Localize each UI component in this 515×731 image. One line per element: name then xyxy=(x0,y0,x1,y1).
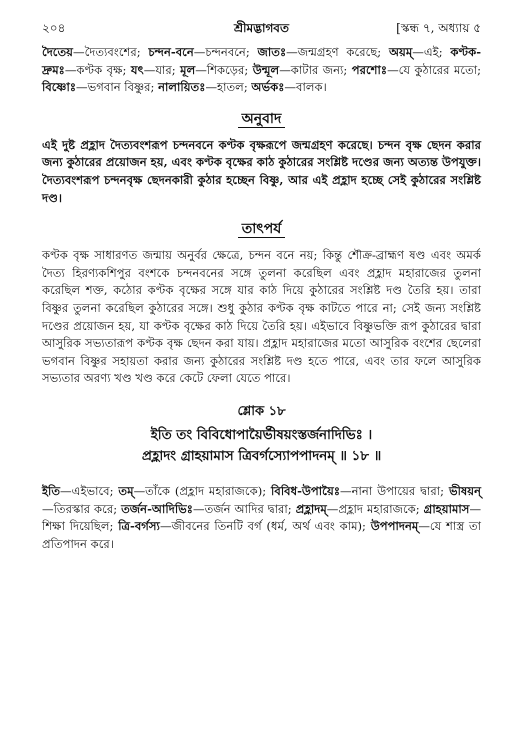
synonym-term: কণ্টক-দ্রুমঃ xyxy=(42,45,482,77)
synonym-meaning: দৈত্যবংশের; xyxy=(84,45,141,59)
synonym-term: মূল xyxy=(180,62,196,77)
synonym-term: ইতি xyxy=(42,483,61,498)
running-header xyxy=(42,18,481,38)
synonym-term: যৎ xyxy=(130,62,144,77)
synonym-term: তর্জন-আদিভিঃ xyxy=(121,501,193,516)
synonym-meaning: শিক্ষা দিয়েছিল; xyxy=(42,519,114,534)
synonyms-top: দৈতেয়—দৈত্যবংশের; চন্দন-বনে—চন্দনবনে; জাতঃ—জন্মগ্রহণ করেছে; অয়ম্—এই; কণ্টক-দ্রুমঃ—কণ্টক বৃক্ষ; যৎ—যার; মূল—শিকড়ের; উন্মূল—কাটার জন্য; পরশোঃ—যে কুঠারের মতো; বিষ্ণোঃ—ভগবান বিষ্ণুর; নালায়িতঃ—হাতল; অর্ভকঃ—বালক। xyxy=(42,45,482,95)
synonym-meaning: এই; xyxy=(423,45,443,59)
synonym-term: নালায়িতঃ xyxy=(158,80,206,95)
synonym-term: ত্রি-বর্গস্য xyxy=(118,519,160,534)
synonym-meaning: কণ্টক বৃক্ষ; xyxy=(76,62,127,77)
translation-text: এই দুষ্ট প্রহ্লাদ দৈত্যবংশরূপ চন্দনবনে কণ্টক বৃক্ষরূপে জন্মগ্রহণ করেছে। চন্দন বৃক্ষ ছেদন করার জন্য কুঠারের প্রয়োজন হয়, এবং কণ্টক বৃক্ষের কাঠ কুঠারের সংশ্লিষ্ট দণ্ডের জন্য অত্যন্ত উপযুক্ত। দৈত্যবংশরূপ চন্দনবৃক্ষ ছেদনকারী কুঠার হচ্ছেন বিষ্ণু, আর এই প্রহ্লাদ হচ্ছে সেই কুঠারের সংশ্লিষ্ট দণ্ড। xyxy=(42,137,481,205)
synonym-meaning: শিকড়ের; xyxy=(206,62,249,77)
purport-heading-text: তাৎপর্য xyxy=(238,221,286,238)
synonym-meaning: জীবনের তিনটি বর্গ (ধর্ম, অর্থ এবং কাম); xyxy=(171,519,366,534)
synonyms-bottom: ইতি—এইভাবে; তম্—তাঁকে (প্রহ্লাদ মহারাজকে); বিবিধ-উপায়ৈঃ—নানা উপায়ের দ্বারা; ভীষয়ন্—তিরস্কার করে; তর্জন-আদিভিঃ—তর্জন আদির দ্বারা; প্রহ্লাদম্—প্রহ্লাদ মহারাজকে; গ্রাহয়ামাস—শিক্ষা দিয়েছিল; ত্রি-বর্গস্য—জীবনের তিনটি বর্গ (ধর্ম, অর্থ এবং কাম); উপপাদনম্—যে শাস্ত্র তা প্রতিপাদন করে। xyxy=(42,483,482,551)
synonym-term: চন্দন-বনে xyxy=(148,45,194,59)
synonym-term: জাতঃ xyxy=(257,45,287,59)
verse-line-1: ইতি তং বিবিধোপায়ৈর্ভীষয়ংস্তর্জনাদিভিঃ । xyxy=(150,426,373,443)
synonym-meaning: নানা উপায়ের দ্বারা; xyxy=(351,483,445,498)
synonym-meaning: যার; xyxy=(155,62,176,77)
verse-title: শ্লোক ১৮ xyxy=(237,403,286,419)
synonym-term: বিবিধ-উপায়ৈঃ xyxy=(271,483,341,498)
synonym-meaning: তাঁকে (প্রহ্লাদ মহারাজকে); xyxy=(145,483,267,498)
chapter-reference: [স্কন্ধ ৭, অধ্যায় ৫ xyxy=(396,21,481,35)
translation-heading-text: অনুবাদ xyxy=(238,111,286,128)
synonym-meaning: যে শাস্ত্র তা প্রতিপাদন করে। xyxy=(42,519,482,551)
translation-heading xyxy=(42,107,481,131)
synonym-meaning: প্রহ্লাদ মহারাজকে; xyxy=(338,501,420,516)
synonym-meaning: চন্দনবনে; xyxy=(205,45,250,59)
synonym-meaning: এইভাবে; xyxy=(71,483,114,498)
synonym-term: অর্ভকঃ xyxy=(251,80,285,95)
synonym-term: ভীষয়ন্ xyxy=(448,483,482,498)
book-title: শ্রীমদ্ভাগবত xyxy=(233,21,289,35)
synonym-meaning: হাতল; xyxy=(217,80,248,95)
synonym-term: উপপাদনম্ xyxy=(370,519,419,534)
synonym-term: তম্ xyxy=(118,483,134,498)
synonym-meaning: কাটার জন্য; xyxy=(290,62,348,77)
synonym-meaning: ভগবান বিষ্ণুর; xyxy=(87,80,155,95)
synonym-term: বিষ্ণোঃ xyxy=(42,80,77,95)
synonym-meaning: তর্জন আদির দ্বারা; xyxy=(204,501,292,516)
synonym-meaning: জন্মগ্রহণ করেছে; xyxy=(297,45,382,59)
synonym-term: অয়ম্ xyxy=(388,45,413,59)
synonym-meaning: তিরস্কার করে; xyxy=(53,501,118,516)
purport-text: কণ্টক বৃক্ষ সাধারণত জন্মায় অনুর্বর ক্ষেত্রে, চন্দন বনে নয়; কিন্তু শৌক্র-ব্রাহ্মণ ষণ্ড এবং অমর্ক দৈত্য হিরণ্যকশিপুর বংশকে চন্দনবনের সঙ্গে তুলনা করেছিল এবং প্রহ্লাদ মহারাজের তুলনা করেছিল শক্ত, কঠোর কণ্টক বৃক্ষের সঙ্গে যার কাঠ দিয়ে কুঠারের সংশ্লিষ্ট দণ্ড তৈরি হয়। তারা বিষ্ণুর তুলনা করেছিল কুঠারের সঙ্গে। শুধু কুঠার কণ্টক বৃক্ষ কাটতে পারে না; সেই জন্য সংশ্লিষ্ট দণ্ডের প্রয়োজন হয়, যা কণ্টক বৃক্ষের কাঠ দিয়ে তৈরি হয়। এইভাবে বিষ্ণুভক্তি রূপ কুঠারের দ্বারা আসুরিক সভ্যতারূপ কণ্টক বৃক্ষ ছেদন করা যায়। প্রহ্লাদ মহারাজের মতো আসুরিক বংশের ছেলেরা ভগবান বিষ্ণুর সহায়তা করার জন্য কুঠারের সংশ্লিষ্ট দণ্ড হতে পারে, এবং তার ফলে আসুরিক সভ্যতার অরণ্য খণ্ড খণ্ড করে কেটে ফেলা যেতে পারে। xyxy=(42,248,481,386)
synonym-term: প্রহ্লাদম্ xyxy=(295,501,327,516)
verse-line-2: প্রহ্লাদং গ্রাহয়ামাস ত্রিবর্গস্যোপপাদনম্ ॥ ১৮ ॥ xyxy=(141,447,382,464)
synonym-term: দৈতেয় xyxy=(42,45,73,59)
synonym-term: পরশোঃ xyxy=(351,62,388,77)
purport-heading xyxy=(42,217,481,241)
synonym-meaning: বালক। xyxy=(296,80,327,95)
synonym-term: গ্রাহয়ামাস xyxy=(423,501,470,516)
synonym-term: উন্মূল xyxy=(252,62,280,77)
page-number: ২০৪ xyxy=(42,21,66,35)
synonym-meaning: যে কুঠারের মতো; xyxy=(398,62,482,77)
